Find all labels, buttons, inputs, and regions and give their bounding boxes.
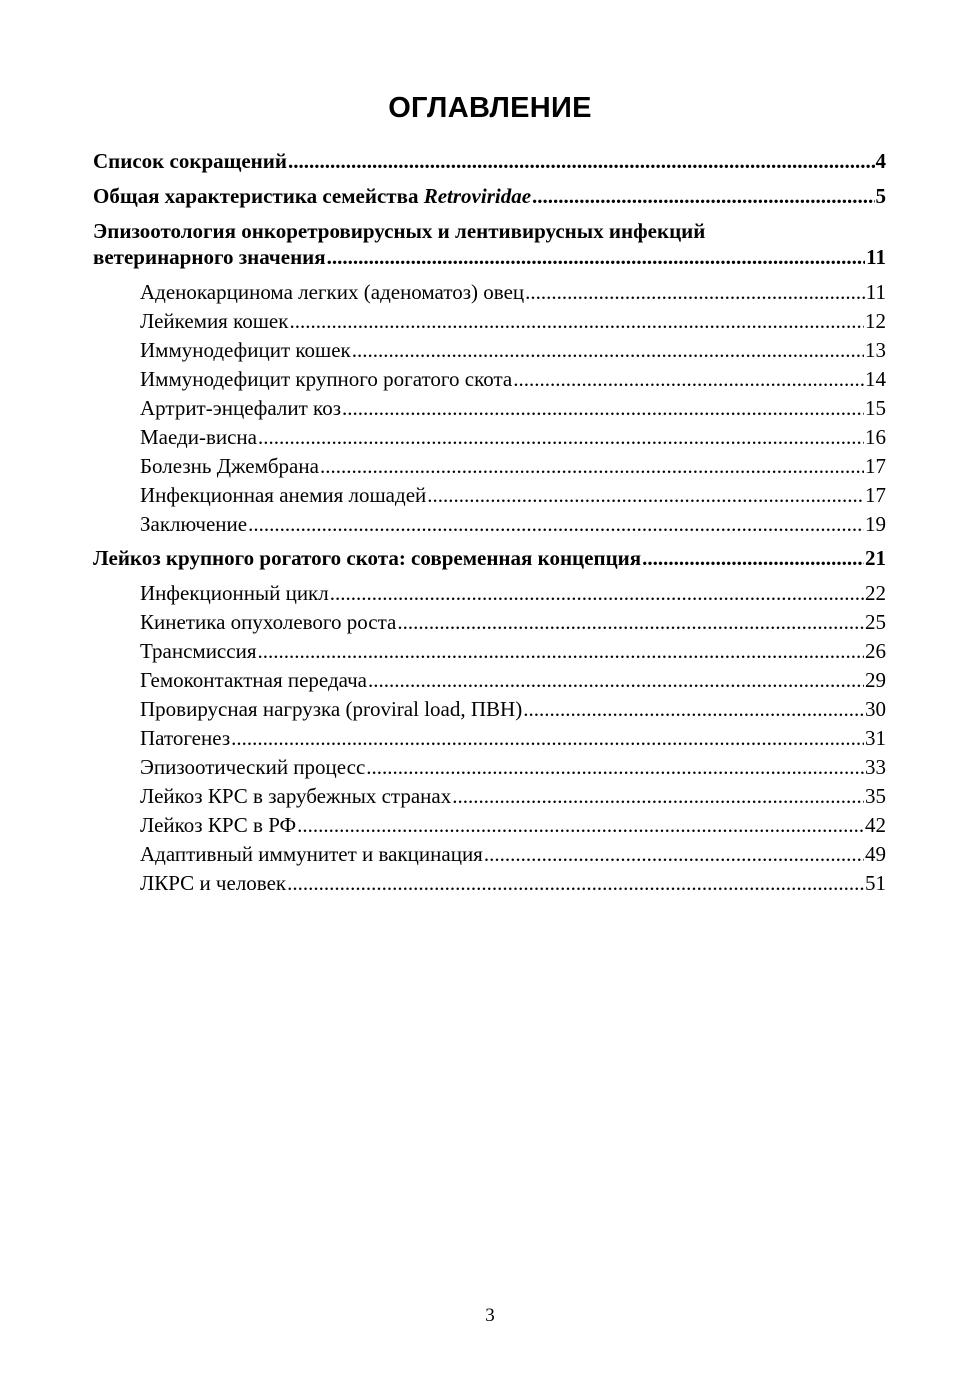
toc-entry-page: 17 xyxy=(865,483,886,507)
toc-subentry[interactable] xyxy=(140,511,886,537)
toc-entry-page: 14 xyxy=(865,367,886,391)
toc-entry-title: Лейкемия кошек xyxy=(140,309,289,333)
dot-leader xyxy=(452,783,864,809)
toc-entry-title: ЛКРС и человек xyxy=(140,871,287,895)
toc-entry-title: Иммунодефицит кошек xyxy=(140,338,351,362)
toc-subentry[interactable] xyxy=(140,279,886,305)
toc-subentry[interactable] xyxy=(140,424,886,450)
toc-entry-title xyxy=(93,183,531,209)
dot-leader xyxy=(330,580,864,606)
toc-subentry[interactable] xyxy=(140,580,886,606)
dot-leader xyxy=(525,279,865,305)
dot-leader xyxy=(297,812,864,838)
toc-entry-title: Патогенез xyxy=(140,726,231,750)
toc-entry-page: 51 xyxy=(865,871,886,895)
dot-leader xyxy=(287,870,864,896)
dot-leader xyxy=(320,453,864,479)
toc-entry-title: Список сокращений xyxy=(93,149,287,173)
toc-entry-page: 33 xyxy=(865,755,886,779)
toc-entry-page: 35 xyxy=(865,784,886,808)
toc-subentry[interactable] xyxy=(140,482,886,508)
toc-entry-page: 30 xyxy=(865,697,886,721)
toc-entry-title: Адаптивный иммунитет и вакцинация xyxy=(140,842,483,866)
toc-entry-title: Аденокарцинома легких (аденоматоз) овец xyxy=(140,280,525,304)
toc-entry-page: 42 xyxy=(865,813,886,837)
toc-entry-page: 26 xyxy=(865,639,886,663)
toc-subentry[interactable] xyxy=(140,366,886,392)
dot-leader xyxy=(642,545,864,571)
dot-leader xyxy=(397,609,864,635)
dot-leader xyxy=(231,725,864,751)
toc-subentry[interactable] xyxy=(140,395,886,421)
dot-leader xyxy=(342,395,864,421)
toc-entry-title: Лейкоз крупного рогатого скота: современная концепция xyxy=(93,546,642,570)
toc-entry-page: 5 xyxy=(875,184,886,208)
toc-entry-page: 4 xyxy=(875,149,886,173)
toc-entry-page: 12 xyxy=(865,309,886,333)
toc-subentry[interactable] xyxy=(140,638,886,664)
dot-leader xyxy=(289,308,864,334)
toc-entry-page: 17 xyxy=(865,454,886,478)
page-number: 3 xyxy=(485,1305,495,1326)
toc-entry-title: Болезнь Джембрана xyxy=(140,454,319,478)
toc-subentry[interactable] xyxy=(140,453,886,479)
dot-leader xyxy=(368,667,864,693)
toc-entry-epizootology[interactable] xyxy=(93,244,886,270)
dot-leader xyxy=(532,183,874,209)
toc-entry-abbreviations[interactable] xyxy=(93,148,886,174)
toc-subentry[interactable] xyxy=(140,783,886,809)
toc-entry-title: Маеди-висна xyxy=(140,425,257,449)
dot-leader xyxy=(484,841,864,867)
toc-entry-page: 19 xyxy=(865,512,886,536)
dot-leader xyxy=(352,337,864,363)
toc-entry-title: Гемоконтактная передача xyxy=(140,668,368,692)
toc-entry-title: Лейкоз КРС в РФ xyxy=(140,813,297,837)
toc-subentry[interactable] xyxy=(140,337,886,363)
toc-entry-epizootology-line1[interactable]: Эпизоотология онкоретровирусных и лентивирусных инфекций xyxy=(93,219,706,243)
toc-entry-title: ветеринарного значения xyxy=(93,245,326,269)
toc-entry-title: Инфекционный цикл xyxy=(140,581,329,605)
toc-entry-title: Заключение xyxy=(140,512,248,536)
toc-entry-title-italic: Retroviridae xyxy=(423,184,532,208)
toc-entry-page: 15 xyxy=(865,396,886,420)
toc-entry-page: 29 xyxy=(865,668,886,692)
dot-leader xyxy=(288,148,875,174)
toc-entry-title: Кинетика опухолевого роста xyxy=(140,610,397,634)
dot-leader xyxy=(513,366,864,392)
toc-subentry[interactable] xyxy=(140,725,886,751)
toc-subentry[interactable] xyxy=(140,308,886,334)
dot-leader xyxy=(427,482,864,508)
toc-entry-title: Трансмиссия xyxy=(140,639,257,663)
toc-subentry[interactable] xyxy=(140,754,886,780)
toc-entry-page: 49 xyxy=(865,842,886,866)
toc-subentry[interactable] xyxy=(140,812,886,838)
dot-leader xyxy=(523,696,864,722)
toc-entry-page: 21 xyxy=(865,546,886,570)
toc-entry-bovine-leukemia[interactable] xyxy=(93,545,886,571)
toc-entry-retroviridae[interactable] xyxy=(93,183,886,209)
dot-leader xyxy=(257,638,864,664)
toc-entry-page: 25 xyxy=(865,610,886,634)
toc-subentry[interactable] xyxy=(140,841,886,867)
toc-entry-title: Лейкоз КРС в зарубежных странах xyxy=(140,784,452,808)
toc-entry-page: 16 xyxy=(865,425,886,449)
toc-entry-title: Эпизоотический процесс xyxy=(140,755,366,779)
toc-subentry[interactable] xyxy=(140,609,886,635)
toc-subentry[interactable] xyxy=(140,696,886,722)
toc-entry-page: 11 xyxy=(866,245,886,269)
dot-leader xyxy=(366,754,864,780)
dot-leader xyxy=(327,244,866,270)
toc-subentry[interactable] xyxy=(140,667,886,693)
toc-entry-page: 11 xyxy=(865,280,886,304)
dot-leader xyxy=(258,424,864,450)
toc-entry-title-text: Общая характеристика семейства xyxy=(93,184,424,208)
page-title: ОГЛАВЛЕНИЕ xyxy=(388,92,592,124)
dot-leader xyxy=(248,511,864,537)
toc-entry-title: Иммунодефицит крупного рогатого скота xyxy=(140,367,513,391)
toc-entry-title: Артрит-энцефалит коз xyxy=(140,396,341,420)
toc-entry-page: 31 xyxy=(865,726,886,750)
toc-entry-page: 22 xyxy=(865,581,886,605)
toc-entry-title: Провирусная нагрузка (proviral load, ПВН) xyxy=(140,697,523,721)
toc-subentry[interactable] xyxy=(140,870,886,896)
toc-entry-page: 13 xyxy=(865,338,886,362)
toc-entry-title: Инфекционная анемия лошадей xyxy=(140,483,427,507)
